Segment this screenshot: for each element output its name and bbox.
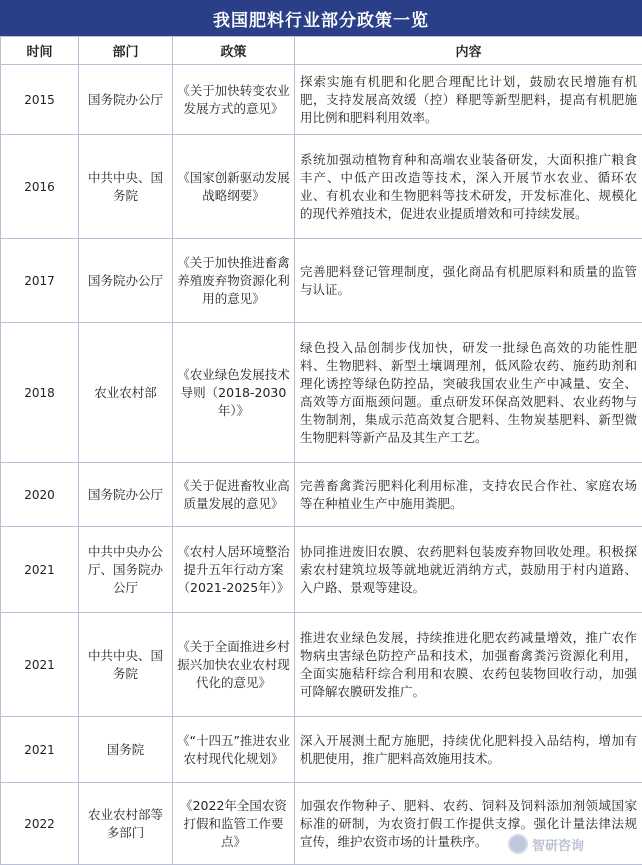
- header-dept: 部门: [79, 37, 173, 65]
- cell-content: 绿色投入品创制步伐加快，研发一批绿色高效的功能性肥料、生物肥料、新型土壤调理剂，低风险农药、施药助剂和理化诱控等绿色防控品，突破我国农业生产中减量、安全、高效等方面瓶颈问题。重点研发环保高效肥料、农业药物与生物制剂，集成示范高效复合肥料、生物炭基肥料、新型微生物肥料等新产品及其生产工艺。: [295, 323, 642, 463]
- cell-dept: 中共中央办公厅、国务院办公厅: [79, 527, 173, 613]
- cell-year: 2015: [1, 65, 79, 135]
- cell-year: 2022: [1, 783, 79, 865]
- cell-content: 完善肥料登记管理制度，强化商品有机肥原料和质量的监管与认证。: [295, 239, 642, 323]
- table-row: [1, 239, 642, 323]
- header-policy: 政策: [173, 37, 295, 65]
- cell-dept: 中共中央、国务院: [79, 135, 173, 239]
- cell-policy: 《关于促进畜牧业高质量发展的意见》: [173, 463, 295, 527]
- table-row: [1, 717, 642, 783]
- cell-content: 协同推进废旧农膜、农药肥料包装废弃物回收处理。积极探索农村建筑垃圾等就地就近消纳方式，鼓励用于村内道路、入户路、景观等建设。: [295, 527, 642, 613]
- cell-policy: 《关于加快推进畜禽养殖废弃物资源化利用的意见》: [173, 239, 295, 323]
- header-content: 内容: [295, 37, 642, 65]
- cell-policy: 《农业绿色发展技术导则（2018-2030年）》: [173, 323, 295, 463]
- table-row: [1, 463, 642, 527]
- cell-policy: 《“十四五”推进农业农村现代化规划》: [173, 717, 295, 783]
- table-row: [1, 783, 642, 865]
- table-header-row: [1, 37, 642, 65]
- cell-policy: 《2022年全国农资打假和监管工作要点》: [173, 783, 295, 865]
- cell-year: 2021: [1, 527, 79, 613]
- header-year: 时间: [1, 37, 79, 65]
- cell-year: 2020: [1, 463, 79, 527]
- cell-dept: 国务院办公厅: [79, 65, 173, 135]
- cell-content: 探索实施有机肥和化肥合理配比计划，鼓励农民增施有机肥，支持发展高效缓（控）释肥等新型肥料，提高有机肥施用比例和肥料利用效率。: [295, 65, 642, 135]
- cell-year: 2017: [1, 239, 79, 323]
- cell-dept: 中共中央、国务院: [79, 613, 173, 717]
- cell-policy: 《关于全面推进乡村振兴加快农业农村现代化的意见》: [173, 613, 295, 717]
- table-row: [1, 613, 642, 717]
- cell-year: 2021: [1, 717, 79, 783]
- table-row: [1, 323, 642, 463]
- cell-content: 深入开展测土配方施肥，持续优化肥料投入品结构，增加有机肥使用，推广肥料高效施用技术。: [295, 717, 642, 783]
- cell-content: 加强农作物种子、肥料、农药、饲料及饲料添加剂领域国家标准的研制，为农资打假工作提供支撑。强化计量法律法规宣传，维护农资市场的计量秩序。: [295, 783, 642, 865]
- cell-dept: 国务院办公厅: [79, 463, 173, 527]
- table-row: [1, 65, 642, 135]
- cell-policy: 《关于加快转变农业发展方式的意见》: [173, 65, 295, 135]
- cell-dept: 国务院: [79, 717, 173, 783]
- policy-table: [0, 36, 642, 865]
- watermark-text: 智研咨询: [532, 835, 584, 854]
- page-title: 我国肥料行业部分政策一览: [0, 0, 642, 36]
- cell-content: 推进农业绿色发展，持续推进化肥农药减量增效，推广农作物病虫害绿色防控产品和技术，加强畜禽粪污资源化利用，全面实施秸秆综合利用和农膜、农药包装物回收行动，加强可降解农膜研发推广。: [295, 613, 642, 717]
- cell-dept: 农业农村部等多部门: [79, 783, 173, 865]
- cell-dept: 农业农村部: [79, 323, 173, 463]
- cell-dept: 国务院办公厅: [79, 239, 173, 323]
- cell-year: 2016: [1, 135, 79, 239]
- cell-content: 系统加强动植物育种和高端农业装备研发，大面积推广粮食丰产、中低产田改造等技术，深入开展节水农业、循环农业、有机农业和生物肥料等技术研发，开发标准化、规模化的现代养殖技术，促进农业提质增效和可持续发展。: [295, 135, 642, 239]
- cell-year: 2018: [1, 323, 79, 463]
- table-row: [1, 135, 642, 239]
- cell-policy: 《农村人居环境整治提升五年行动方案（2021-2025年）》: [173, 527, 295, 613]
- cell-policy: 《国家创新驱动发展战略纲要》: [173, 135, 295, 239]
- table-row: [1, 527, 642, 613]
- cell-content: 完善畜禽粪污肥料化利用标准，支持农民合作社、家庭农场等在种植业生产中施用粪肥。: [295, 463, 642, 527]
- cell-year: 2021: [1, 613, 79, 717]
